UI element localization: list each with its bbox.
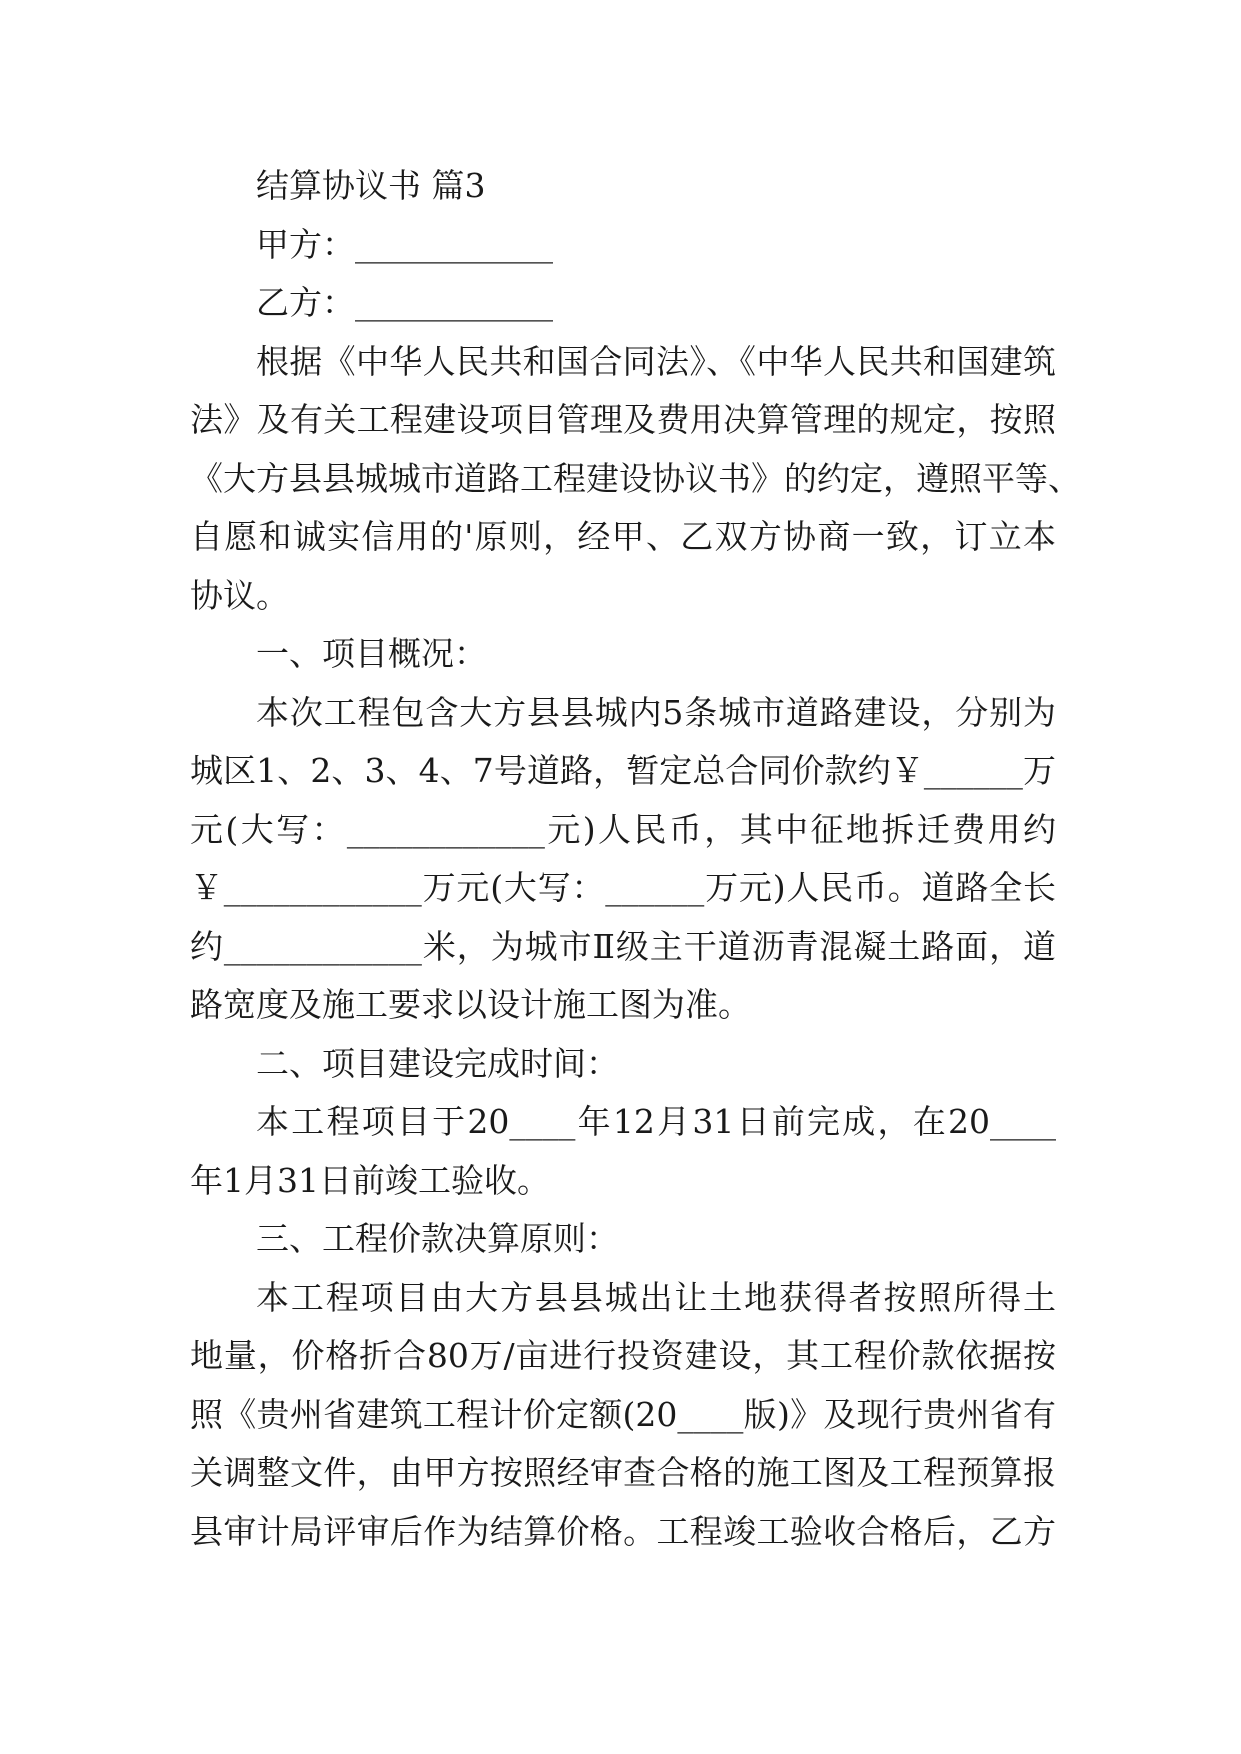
text-line: 本工程项目于20____年12月31日前完成，在20____: [256, 1102, 1056, 1141]
text-line: 甲方：____________: [256, 224, 553, 264]
text-line: 乙方：____________: [256, 283, 553, 322]
text-line: 一、项目概况：: [256, 634, 487, 673]
text-line: 路宽度及施工要求以设计施工图为准。: [190, 985, 751, 1024]
text-line: 协议。: [190, 575, 289, 615]
text-line: 三、工程价款决算原则：: [256, 1219, 619, 1258]
text-line: 自愿和诚实信用的'原则，经甲、乙双方协商一致，订立本: [190, 517, 1056, 556]
text-line: 约____________米，为城市Ⅱ级主干道沥青混凝土路面，道: [190, 926, 1056, 966]
text-line: 年1月31日前竣工验收。: [190, 1160, 550, 1200]
text-line: 县审计局评审后作为结算价格。工程竣工验收合格后，乙方: [190, 1511, 1056, 1551]
text-line: 二、项目建设完成时间：: [256, 1043, 619, 1083]
text-line: 地量，价格折合80万/亩进行投资建设，其工程价款依据按: [190, 1336, 1056, 1375]
text-line: 《大方县县城城市道路工程建设协议书》的约定，遵照平等、: [190, 458, 1081, 498]
text-line: ￥____________万元(大写：______万元)人民币。道路全长: [190, 868, 1056, 907]
text-line: 照《贵州省建筑工程计价定额(20____版)》及现行贵州省有: [190, 1394, 1056, 1434]
text-line: 结算协议书 篇3: [256, 166, 486, 205]
text-line: 本次工程包含大方县县城内5条城市道路建设，分别为: [256, 692, 1056, 732]
text-line: 根据《中华人民共和国合同法》、《中华人民共和国建筑: [256, 341, 1056, 381]
text-line: 本工程项目由大方县县城出让土地获得者按照所得土: [256, 1277, 1056, 1317]
text-line: 关调整文件，由甲方按照经审查合格的施工图及工程预算报: [190, 1453, 1056, 1492]
text-line: 元(大写：____________元)人民币，其中征地拆迁费用约: [190, 809, 1056, 849]
text-line: 城区1、2、3、4、7号道路，暂定总合同价款约￥______万: [190, 751, 1056, 790]
text-line: 法》及有关工程建设项目管理及费用决算管理的规定，按照: [190, 400, 1056, 439]
document-body: [190, 157, 1081, 1561]
